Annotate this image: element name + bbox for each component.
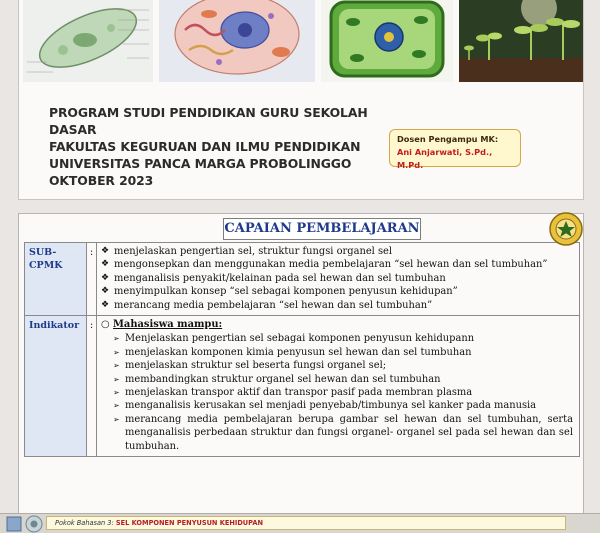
circle-bullet-icon: ○ [101,319,110,331]
diamond-bullet-icon: ❖ [101,299,110,310]
row-label: SUB-CPMK [25,243,87,316]
list-item: ❖ menjelaskan pengertian sel, struktur fungsi organel sel [101,246,393,257]
indicator-intro: ○ Mahasiswa mampu: [101,319,223,331]
diamond-bullet-icon: ❖ [101,246,110,256]
learning-outcomes-slide [18,213,584,533]
table-row [25,243,580,316]
row-colon: : [87,243,97,316]
arrow-bullet-icon: ➢ [113,414,120,424]
institution-block [49,104,409,189]
arrow-bullet-icon: ➢ [113,347,120,357]
arrow-bullet-icon: ➢ [113,334,120,344]
list-item: ➢ membandingkan struktur organel sel hewan dan sel tumbuhan [113,373,441,385]
page-title: CAPAIAN PEMBELAJARAN [223,218,421,240]
row-label: Indikator [25,316,87,457]
lecturer-box [389,129,521,170]
paramecium-diagram-image [23,0,153,82]
topic-value: SEL KOMPONEN PENYUSUN KEHIDUPAN [115,519,264,527]
list-item: ➢ menjelaskan komponen kimia penyusun sel hewan dan sel tumbuhan [113,346,472,358]
institution-line: FAKULTAS KEGURUAN DAN ILMU PENDIDIKAN [49,139,361,154]
indicator-list [97,316,580,457]
sub-cpmk-list [97,243,580,316]
list-item: ➢ Menjelaskan pengertian sel sebagai komponen penyusun kehidupann [113,333,475,345]
diamond-bullet-icon: ❖ [101,259,110,270]
list-item: ➢ menjelaskan transpor aktif dan transpor pasif pada membran plasma [113,387,473,399]
lecturer-name: Ani Anjarwati, S.Pd., M.Pd. [397,147,493,170]
learning-outcomes-table [24,242,580,457]
institution-line: PROGRAM STUDI PENDIDIKAN GURU SEKOLAH DASAR [49,105,368,137]
logo-icon [6,515,46,533]
list-item: ➢ menganalisis kerusakan sel menjadi penyebab/timbunya sel kanker pada manusia [113,400,537,412]
arrow-bullet-icon: ➢ [113,401,120,411]
arrow-bullet-icon: ➢ [113,374,120,384]
diamond-bullet-icon: ❖ [101,286,110,297]
diamond-bullet-icon: ❖ [101,272,110,283]
list-item: ❖ merancang media pembelajaran “sel hewan dan sel tumbuhan” [101,299,433,311]
row-colon: : [87,316,97,457]
arrow-bullet-icon: ➢ [113,388,120,398]
cell-image-strip [19,0,585,82]
list-item: ❖ menganalisis penyakit/kelainan pada sel hewan dan sel tumbuhan [101,272,446,284]
list-item: ❖ menyimpulkan konsep “sel sebagai komponen penyusun kehidupan” [101,286,458,298]
animal-cell-image [159,0,315,82]
title-slide [18,0,584,200]
list-item: ❖ mengonsepkan dan menggunakan media pembelajaran “sel hewan dan sel tumbuhan” [101,259,548,271]
table-row [25,316,580,457]
arrow-bullet-icon: ➢ [113,361,120,371]
lecturer-role: Dosen Pengampu MK: [397,134,499,144]
list-item: ➢ merancang media pembelajaran berupa gambar sel hewan dan sel tumbuhan, serta menganalisis perbedaan struktur dan fungsi organel- organel sel pada sel hewan dan sel tumbuhan. [113,413,573,452]
seedlings-photo-image [459,0,583,82]
topic-label [46,516,566,530]
indicator-items [101,332,573,453]
date-line: OKTOBER 2023 [49,173,154,188]
institution-line: UNIVERSITAS PANCA MARGA PROBOLINGGO [49,156,352,171]
list-item: ➢ menjelaskan struktur sel beserta fungsi organel sel; [113,360,387,372]
university-seal-icon [548,210,584,248]
plant-cell-image [321,0,453,82]
topic-key: Pokok Bahasan 3: [55,519,114,527]
